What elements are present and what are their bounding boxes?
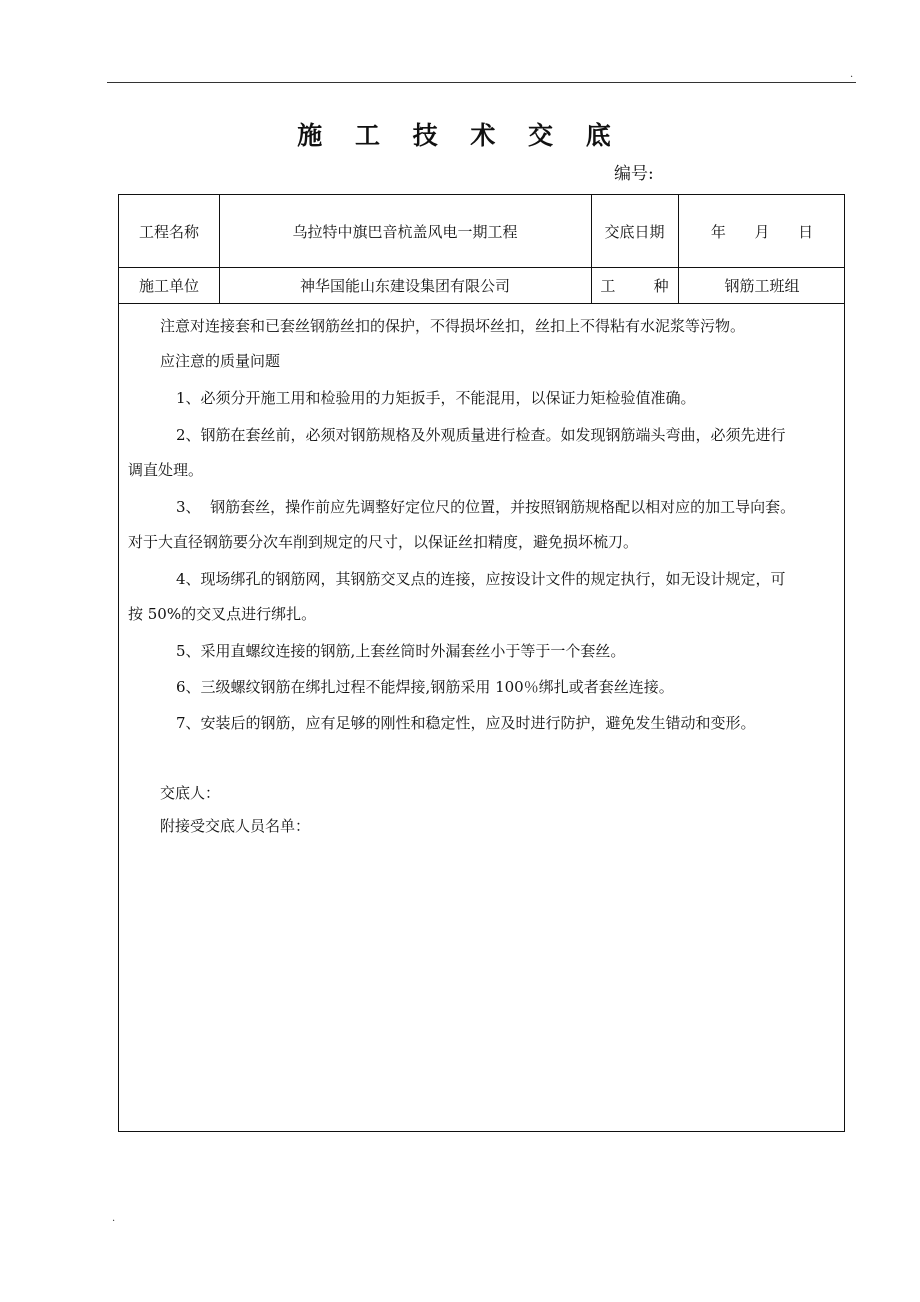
footer-dot: . [112,1213,116,1224]
trade-value: 钢筋工班组 [724,276,800,295]
document-title: 施 工 技 术 交 底 [297,121,623,150]
header-dot: . [850,69,854,80]
project-name-value: 乌拉特中旗巴音杭盖风电一期工程 [292,222,518,241]
requirement-item-2: 2、钢筋在套丝前，必须对钢筋规格及外观质量进行检查。如发现钢筋端头弯曲，必须先进行 [176,426,786,444]
disclosure-date-value: 年 月 日 [710,222,814,241]
requirement-item-5: 5、采用直螺纹连接的钢筋,上套丝筒时外漏套丝小于等于一个套丝。 [176,642,626,660]
project-name-label: 工程名称 [138,222,199,241]
requirement-item-1: 1、必须分开施工用和检验用的力矩扳手，不能混用，以保证力矩检验值准确。 [176,389,696,407]
intro-paragraph: 注意对连接套和已套丝钢筋丝扣的保护，不得损坏丝扣，丝扣上不得粘有水泥浆等污物。 [160,317,746,335]
requirement-item-7: 7、安装后的钢筋，应有足够的刚性和稳定性，应及时进行防护，避免发生错动和变形。 [176,714,756,732]
requirement-item-3: 3、 钢筋套丝，操作前应先调整好定位尺的位置，并按照钢筋规格配以相对应的加工导向套。 [176,498,796,516]
construction-unit-value: 神华国能山东建设集团有限公司 [299,276,510,295]
requirement-item-6: 6、三级螺纹钢筋在绑扎过程不能焊接,钢筋采用 100％绑扎或者套丝连接。 [176,678,674,696]
requirement-item-4: 4、现场绑孔的钢筋网，其钢筋交叉点的连接，应按设计文件的规定执行，如无设计规定，可 [176,570,786,588]
requirement-item-3-continued: 对于大直径钢筋要分次车削到规定的尺寸，以保证丝扣精度，避免损坏梳刀。 [128,533,639,551]
construction-unit-label: 施工单位 [138,276,199,295]
requirement-item-2-continued: 调直处理。 [128,461,204,479]
header-rule [107,82,856,83]
section-heading: 应注意的质量问题 [160,352,281,370]
disclosure-form [118,194,845,1132]
trade-label: 工 种 [600,276,669,295]
attendees-label: 附接受交底人员名单： [160,817,311,835]
document-number-label: 编号: [614,164,654,184]
presenter-label: 交底人： [160,784,221,802]
disclosure-date-label: 交底日期 [604,222,665,241]
requirement-item-4-continued: 按 50%的交叉点进行绑扎。 [128,605,317,623]
